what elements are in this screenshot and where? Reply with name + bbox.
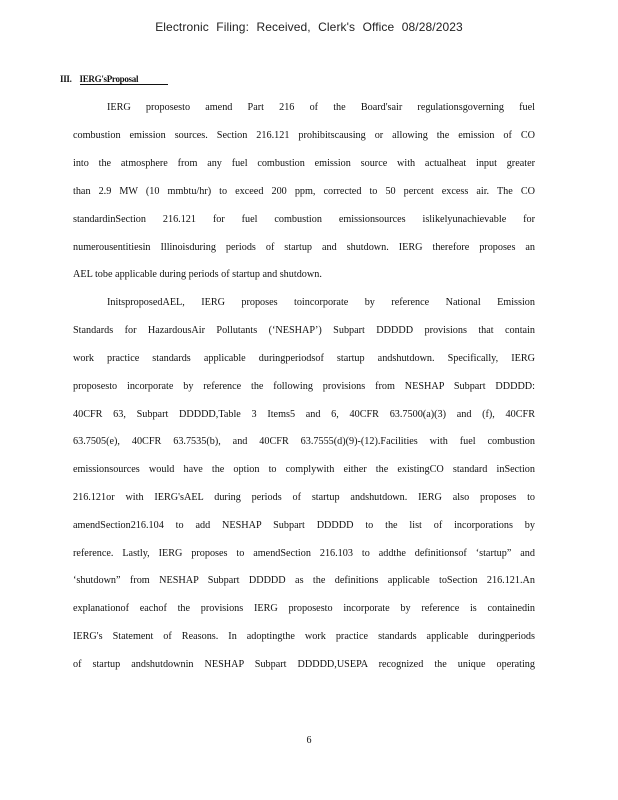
text-line: IERG's Statement of Reasons. In adoptingthe work practice standards applicable duringperiods [73, 631, 535, 642]
text-line: IERG proposesto amend Part 216 of the Board'sair regulationsgoverning fuel [107, 102, 535, 113]
text-line: InitsproposedAEL, IERG proposes toincorporate by reference National Emission [107, 297, 535, 308]
text-line: 216.121or with IERG'sAEL during periods of startup andshutdown. IERG also proposes to [73, 492, 535, 503]
text-line: amendSection216.104 to add NESHAP Subpart DDDDD to the list of incorporations by [73, 520, 535, 531]
text-line: emissionsources would have the option to complywith either the existingCO standard inSection [73, 464, 535, 475]
text-line: 40CFR 63, Subpart DDDDD,Table 3 Items5 and 6, 40CFR 63.7500(a)(3) and (f), 40CFR [73, 409, 535, 420]
text-line: than 2.9 MW (10 mmbtu/hr) to exceed 200 ppm, corrected to 50 percent excess air. The CO [73, 186, 535, 197]
text-line: standardinSection 216.121 for fuel combustion emissionsources islikelyunachievable for [73, 214, 535, 225]
text-line: into the atmosphere from any fuel combustion emission source with actualheat input greater [73, 158, 535, 169]
text-line: reference. Lastly, IERG proposes to amendSection 216.103 to addthe definitionsof ‘startup” and [73, 548, 535, 559]
text-line: work practice standards applicable duringperiodsof startup andshutdown. Specifically, IERG [73, 353, 535, 364]
section-heading [60, 74, 168, 85]
text-line: AEL tobe applicable during periods of startup and shutdown. [73, 269, 322, 280]
text-line: combustion emission sources. Section 216.121 prohibitscausing or allowing the emission of CO [73, 130, 535, 141]
text-line: 63.7505(e), 40CFR 63.7535(b), and 40CFR 63.7555(d)(9)-(12).Facilities with fuel combustion [73, 436, 535, 447]
text-line: Standards for HazardousAir Pollutants (‘NESHAP’) Subpart DDDDD provisions that contain [73, 325, 535, 336]
text-line: proposesto incorporate by reference the following provisions from NESHAP Subpart DDDDD: [73, 381, 535, 392]
section-title: IERG'sProposal [80, 74, 168, 85]
page-number: 6 [306, 735, 312, 746]
section-number: III. [60, 74, 72, 84]
text-line: explanationof eachof the provisions IERG proposesto incorporate by reference is containedin [73, 603, 535, 614]
text-line: of startup andshutdownin NESHAP Subpart DDDDD,USEPA recognized the unique operating [73, 659, 535, 670]
text-line: ‘shutdown” from NESHAP Subpart DDDDD as the definitions applicable toSection 216.121.An [73, 575, 535, 586]
text-line: numerousentitiesin Illinoisduring periods of startup and shutdown. IERG therefore proposes an [73, 242, 535, 253]
filing-stamp: Electronic Filing: Received, Clerk's Office 08/28/2023 [155, 20, 463, 34]
